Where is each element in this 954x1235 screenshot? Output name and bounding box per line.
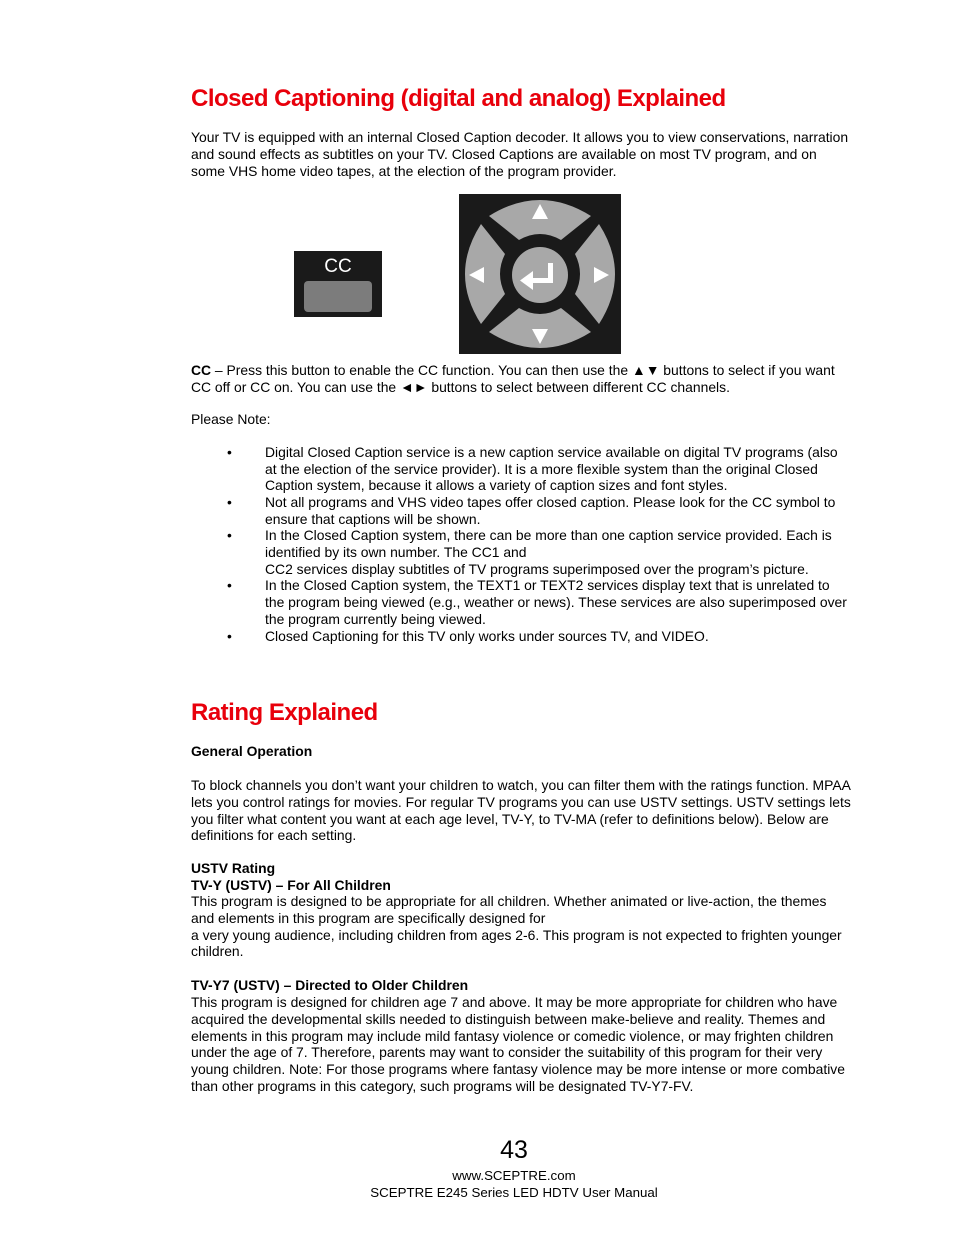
- please-note-label: Please Note:: [191, 411, 271, 427]
- section-title-closed-captioning: Closed Captioning (digital and analog) Explained: [191, 85, 726, 112]
- footer-website: www.SCEPTRE.com: [452, 1168, 576, 1183]
- dpad-center-button: [512, 247, 568, 303]
- page-number: 43: [500, 1136, 528, 1164]
- list-item: [191, 628, 851, 645]
- cc-intro-paragraph: Your TV is equipped with an internal Closed Caption decoder. It allows you to view conservations, narration and sound effects as subtitles on your TV. Closed Captions are available on most TV program, and on some VHS home video tapes, at the election of the program provider.: [191, 129, 849, 179]
- bullet-text: Closed Captioning for this TV only works under sources TV, and VIDEO.: [265, 627, 709, 644]
- direction-pad-icon: [459, 194, 621, 354]
- general-operation-paragraph: To block channels you don’t want your children to watch, you can filter them with the ratings function. MPAA lets you control ratings for movies. For regular TV programs you can use USTV settings. USTV settings lets you filter what content you want at each age level, TV-Y, to TV-MA (refer to definitions below). Below are definitions for each setting.: [191, 777, 851, 844]
- cc-term: CC: [191, 362, 212, 378]
- section-title-rating: Rating Explained: [191, 699, 378, 726]
- cc-description-text: – Press this button to enable the CC function. You can then use the ▲▼ buttons to select if you want CC off or CC on. You can use the ◄► buttons to select between different CC channels.: [191, 362, 835, 395]
- bullet-text: Not all programs and VHS video tapes offer closed caption. Please look for the CC symbol to ensure that captions will be shown.: [265, 494, 836, 527]
- general-operation-heading: General Operation: [191, 743, 313, 759]
- bullet-icon: •: [227, 627, 232, 644]
- list-item: [191, 494, 851, 527]
- bullet-icon: •: [227, 527, 232, 544]
- tvy-heading: TV-Y (USTV) – For All Children: [191, 877, 391, 893]
- list-item: [191, 444, 851, 494]
- cc-button-label: CC: [324, 256, 352, 277]
- tvy7-heading: TV-Y7 (USTV) – Directed to Older Children: [191, 977, 469, 993]
- tvy7-paragraph: This program is designed for children age 7 and above. It may be more appropriate for children who have acquired the developmental skills needed to distinguish between make-believe and reality. Themes and elements in this program may include mild fantasy violence or comedic violence, or may frighten children under the age of 7. Therefore, parents may want to consider the suitability of this program for their very young children. Note: For those programs where fantasy violence may be more intense or more combative than other programs in this category, such programs will be designated TV-Y7-FV.: [191, 994, 845, 1094]
- list-item: [191, 577, 851, 627]
- ustv-rating-heading: USTV Rating: [191, 860, 276, 876]
- tvy-paragraph: This program is designed to be appropriate for all children. Whether animated or live-action, the themes and elements in this program are specifically designed for a very young audience, including children from ages 2-6. This program is not expected to frighten younger children.: [191, 893, 842, 960]
- cc-button-icon: [294, 251, 382, 317]
- bullet-text: Digital Closed Caption service is a new caption service available on digital TV programs (also at the election of the service provider). It is a more flexible system than the original Closed Caption system, because it allows a variety of caption sizes and font styles.: [265, 444, 838, 494]
- bullet-icon: •: [227, 494, 232, 510]
- footer-manual-title: SCEPTRE E245 Series LED HDTV User Manual: [370, 1185, 658, 1200]
- cc-button-pad: [304, 281, 372, 312]
- note-bullet-list: [191, 444, 851, 644]
- bullet-text: In the Closed Caption system, the TEXT1 or TEXT2 services display text that is unrelated to the program being viewed (e.g., weather or news). These services are also superimposed over the program currently being viewed.: [265, 577, 847, 627]
- bullet-icon: •: [227, 577, 232, 594]
- list-item: [191, 527, 851, 577]
- bullet-text: In the Closed Caption system, there can be more than one caption service provided. Each is identified by its own number. The CC1 and CC2 services display subtitles of TV programs superimposed over the program’s picture.: [265, 527, 832, 577]
- cc-description-paragraph: [191, 362, 851, 396]
- bullet-icon: •: [227, 444, 232, 460]
